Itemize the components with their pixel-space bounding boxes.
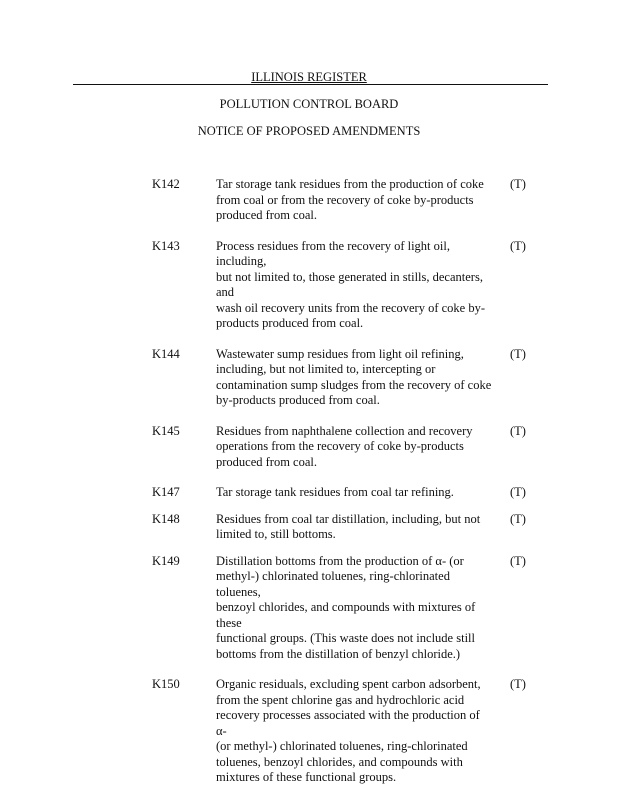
hazard-code: (T) xyxy=(510,346,526,361)
description-line: Tar storage tank residues from the production of coke xyxy=(216,177,484,191)
waste-code-list xyxy=(0,162,618,786)
description-line: Wastewater sump residues from light oil refining, xyxy=(216,346,464,361)
description-line: limited to, still bottoms. xyxy=(216,527,336,541)
header-rule xyxy=(73,84,548,85)
waste-code: K143 xyxy=(152,238,180,253)
hazard-code: (T) xyxy=(510,423,526,438)
description-line: including, but not limited to, intercepting or xyxy=(216,362,436,376)
waste-code: K147 xyxy=(152,485,180,499)
description-line: bottoms from the distillation of benzyl chloride.) xyxy=(216,646,461,661)
description-line: methyl-) chlorinated toluenes, ring-chlorinated toluenes, xyxy=(216,569,450,599)
waste-code: K148 xyxy=(152,511,180,526)
description-line: produced from coal. xyxy=(216,208,318,222)
waste-entry xyxy=(0,512,618,543)
description-line: Process residues from the recovery of light oil, including, xyxy=(216,238,450,268)
description-line: contamination sump sludges from the recovery of coke xyxy=(216,377,492,392)
description-line: functional groups. (This waste does not include still xyxy=(216,631,475,645)
description-line: Residues from coal tar distillation, including, but not xyxy=(216,511,481,526)
hazard-code: (T) xyxy=(510,177,526,191)
waste-code: K149 xyxy=(152,553,180,568)
waste-entry xyxy=(0,485,618,501)
description-line: Distillation bottoms from the production of α- (or xyxy=(216,553,464,568)
description-line: Organic residuals, excluding spent carbon adsorbent, xyxy=(216,677,481,691)
waste-entry xyxy=(0,677,618,786)
waste-description xyxy=(216,485,492,501)
description-line: benzoyl chlorides, and compounds with mixtures of these xyxy=(216,600,476,630)
description-line: operations from the recovery of coke by-products xyxy=(216,439,464,453)
waste-description xyxy=(216,554,492,663)
board-title: POLLUTION CONTROL BOARD xyxy=(219,97,399,111)
waste-code: K145 xyxy=(152,423,180,438)
waste-entry xyxy=(0,554,618,663)
notice-title: NOTICE OF PROPOSED AMENDMENTS xyxy=(197,124,421,138)
waste-description xyxy=(216,239,492,332)
hazard-code: (T) xyxy=(510,677,526,691)
hazard-code: (T) xyxy=(510,238,526,253)
description-line: mixtures of these functional groups. xyxy=(216,770,397,784)
hazard-code: (T) xyxy=(510,553,526,568)
waste-code: K150 xyxy=(152,677,180,691)
waste-entry xyxy=(0,347,618,409)
description-line: wash oil recovery units from the recovery of coke by- xyxy=(216,300,486,315)
waste-code: K144 xyxy=(152,346,180,361)
waste-entry xyxy=(0,239,618,332)
waste-description xyxy=(216,677,492,786)
description-line: Residues from naphthalene collection and recovery xyxy=(216,423,473,438)
waste-description xyxy=(216,512,492,543)
description-line: toluenes, benzoyl chlorides, and compounds with xyxy=(216,754,463,769)
waste-entry xyxy=(0,424,618,471)
hazard-code: (T) xyxy=(510,485,526,499)
waste-code: K142 xyxy=(152,177,180,191)
waste-entry xyxy=(0,177,618,224)
description-line: produced from coal. xyxy=(216,454,318,469)
description-line: from the spent chlorine gas and hydrochloric acid xyxy=(216,692,465,707)
description-line: Tar storage tank residues from coal tar refining. xyxy=(216,485,454,499)
waste-description xyxy=(216,347,492,409)
description-line: products produced from coal. xyxy=(216,316,364,330)
description-line: (or methyl-) chlorinated toluenes, ring-chlorinated xyxy=(216,739,468,753)
description-line: by-products produced from coal. xyxy=(216,393,380,407)
description-line: but not limited to, those generated in stills, decanters, and xyxy=(216,269,483,299)
description-line: recovery processes associated with the production of α- xyxy=(216,708,480,738)
hazard-code: (T) xyxy=(510,511,526,526)
register-title: ILLINOIS REGISTER xyxy=(251,70,367,84)
waste-description xyxy=(216,177,492,224)
description-line: from coal or from the recovery of coke by-products xyxy=(216,192,474,207)
waste-description xyxy=(216,424,492,471)
